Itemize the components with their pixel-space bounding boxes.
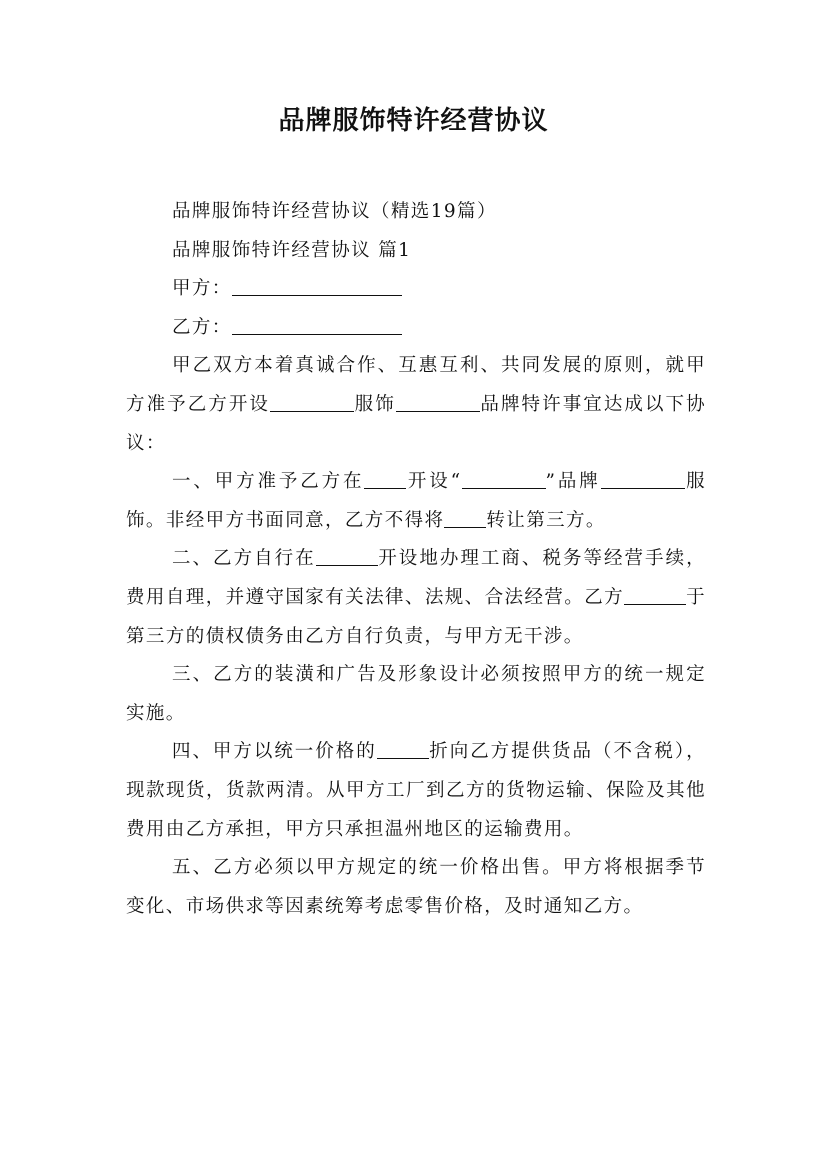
document-subtitle: 品牌服饰特许经营协议（精选19篇） (172, 201, 497, 222)
intro-text-2: 服饰 (353, 393, 396, 415)
party-a-label: 甲方： (172, 278, 232, 300)
clause-4-text-1: 四、甲方以统一价格的 (172, 741, 377, 763)
clause-1-text-2: 开设“ (406, 471, 462, 493)
clause-4-blank-1 (377, 740, 429, 760)
intro-blank-1 (270, 392, 354, 412)
clause-1-blank-1 (364, 470, 406, 490)
intro-blank-2 (396, 392, 480, 412)
party-b-line (126, 309, 706, 348)
clause-1 (126, 463, 706, 540)
clause-2 (126, 540, 706, 656)
clause-2-text-1: 二、乙方自行在 (172, 548, 316, 570)
clause-4-text-2: 折向乙方提供货品（不含税），现款现货，货款两清。从甲方工厂到乙方的货物运输、保险及其他费用由乙方承担，甲方只承担温州地区的运输费用。 (126, 741, 706, 840)
party-b-label: 乙方： (172, 316, 232, 338)
clause-2-text-2: 开设地办理工商、税务等经营手续，费用自理，并遵守国家有关法律、法规、合法经营。乙方 (126, 548, 706, 608)
clause-1-blank-4 (444, 508, 486, 528)
clause-1-text-1: 一、甲方准予乙方在 (172, 471, 365, 493)
party-b-blank (232, 315, 402, 335)
clause-2-blank-2 (624, 585, 686, 605)
clause-2-text-3: 于第三方的债权债务由乙方自行负责，与甲方无干涉。 (126, 586, 706, 647)
clause-3: 三、乙方的装潢和广告及形象设计必须按照甲方的统一规定实施。 (126, 664, 706, 724)
intro-paragraph (126, 347, 706, 463)
intro-text-1: 甲乙双方本着真诚合作、互惠互利、共同发展的原则，就甲方准予乙方开设 (126, 355, 706, 415)
section-heading: 品牌服饰特许经营协议 篇1 (172, 239, 412, 261)
clause-2-blank-1 (316, 547, 378, 567)
party-a-blank (232, 277, 402, 297)
intro-text-3: 品牌特许事宜达成以下协议： (126, 393, 706, 454)
document-body (126, 193, 706, 926)
clause-1-text-4: 服饰。非经甲方书面同意，乙方不得将 (126, 471, 706, 531)
document-title: 品牌服饰特许经营协议 (278, 106, 549, 136)
clause-5: 五、乙方必须以甲方规定的统一价格出售。甲方将根据季节变化、市场供求等因素统筹考虑零售价格，及时通知乙方。 (126, 857, 706, 917)
clause-1-text-5: 转让第三方。 (486, 509, 606, 531)
clause-4 (126, 733, 706, 849)
clause-1-text-3: ”品牌 (545, 471, 601, 493)
party-a-line (126, 270, 706, 309)
clause-1-blank-3 (601, 470, 685, 490)
clause-1-blank-2 (462, 470, 546, 490)
